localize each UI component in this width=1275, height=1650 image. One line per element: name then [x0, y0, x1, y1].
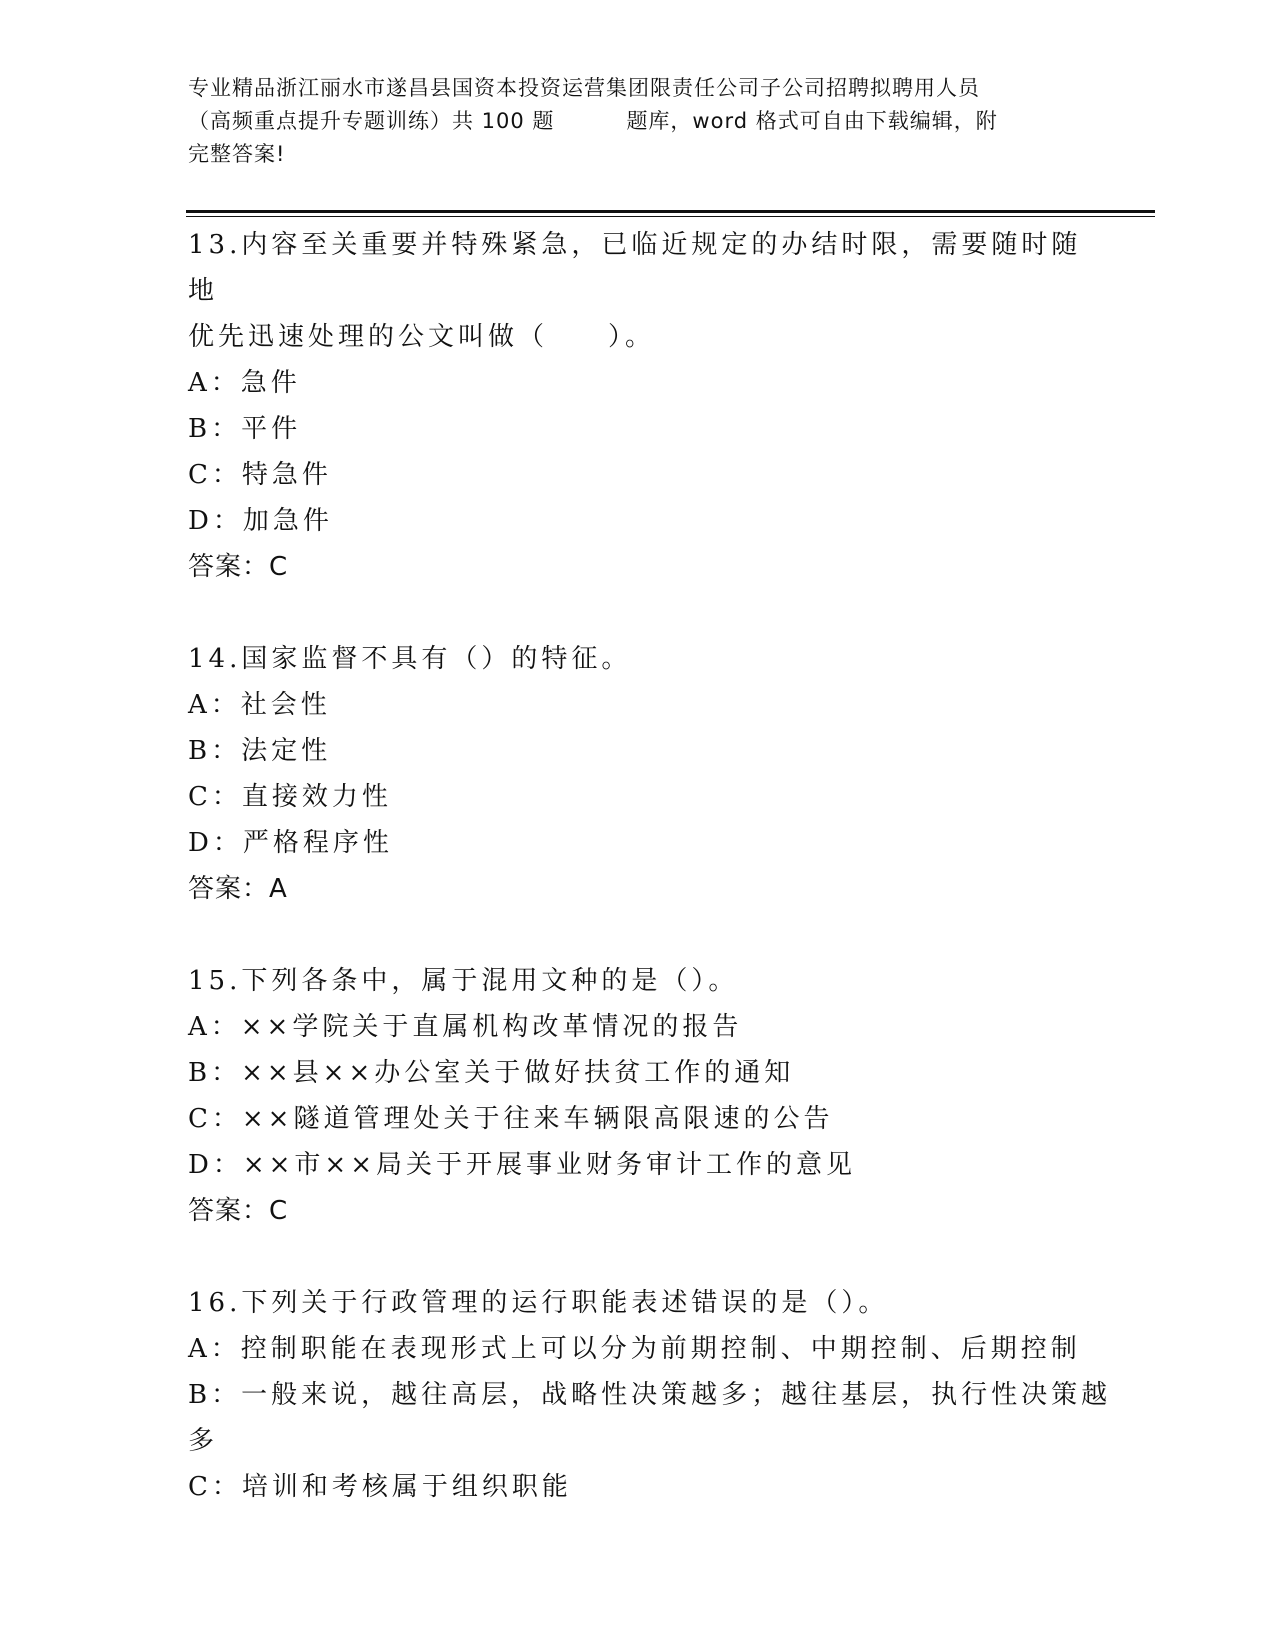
- question-text: 15.下列各条中，属于混用文种的是（）。: [188, 966, 739, 996]
- option-b: B：法定性: [188, 736, 332, 766]
- option-b: B：一般来说，越往高层，战略性决策越多；越往基层，执行性决策越: [188, 1380, 1112, 1410]
- option-b-continued: 多: [188, 1426, 219, 1456]
- answer: 答案：C: [188, 552, 289, 582]
- option-c: C：特急件: [188, 460, 332, 490]
- question-text: 16.下列关于行政管理的运行职能表述错误的是（）。: [188, 1288, 889, 1318]
- option-d: D：加急件: [188, 506, 333, 536]
- option-c: C：××隧道管理处关于往来车辆限高限速的公告: [188, 1104, 834, 1134]
- header-divider-thick: [186, 210, 1155, 213]
- option-a: A：控制职能在表现形式上可以分为前期控制、中期控制、后期控制: [188, 1334, 1081, 1364]
- header-line-2-part-a: （高频重点提升专题训练）共 100 题: [188, 109, 555, 133]
- question-16: [188, 1280, 1112, 1510]
- option-a: A：急件: [188, 368, 301, 398]
- header-line-2-part-b: 题库，word 格式可自由下载编辑，附: [626, 109, 998, 133]
- question-13: [188, 222, 1088, 590]
- question-14: [188, 636, 1088, 912]
- option-d: D：××市××局关于开展事业财务审计工作的意见: [188, 1150, 856, 1180]
- question-text: 13.内容至关重要并特殊紧急，已临近规定的办结时限，需要随时随地: [188, 230, 1082, 306]
- document-header: [188, 72, 1088, 171]
- option-c: C：直接效力性: [188, 782, 392, 812]
- header-line-3: 完整答案!: [188, 142, 286, 166]
- option-c: C：培训和考核属于组织职能: [188, 1472, 572, 1502]
- question-text: 14.国家监督不具有（）的特征。: [188, 644, 632, 674]
- header-line-2: [188, 105, 1088, 138]
- answer: 答案：C: [188, 1196, 289, 1226]
- option-b: B：平件: [188, 414, 302, 444]
- answer: 答案：A: [188, 874, 288, 904]
- header-line-1: 专业精品浙江丽水市遂昌县国资本投资运营集团限责任公司子公司招聘拟聘用人员: [188, 76, 980, 100]
- question-text-continued: 优先迅速处理的公文叫做（ ）。: [188, 322, 656, 352]
- option-d: D：严格程序性: [188, 828, 393, 858]
- question-15: [188, 958, 1088, 1234]
- option-a: A：社会性: [188, 690, 331, 720]
- header-divider-thin: [186, 216, 1155, 217]
- question-list: [188, 222, 1112, 1556]
- option-b: B：××县××办公室关于做好扶贫工作的通知: [188, 1058, 795, 1088]
- option-a: A：××学院关于直属机构改革情况的报告: [188, 1012, 743, 1042]
